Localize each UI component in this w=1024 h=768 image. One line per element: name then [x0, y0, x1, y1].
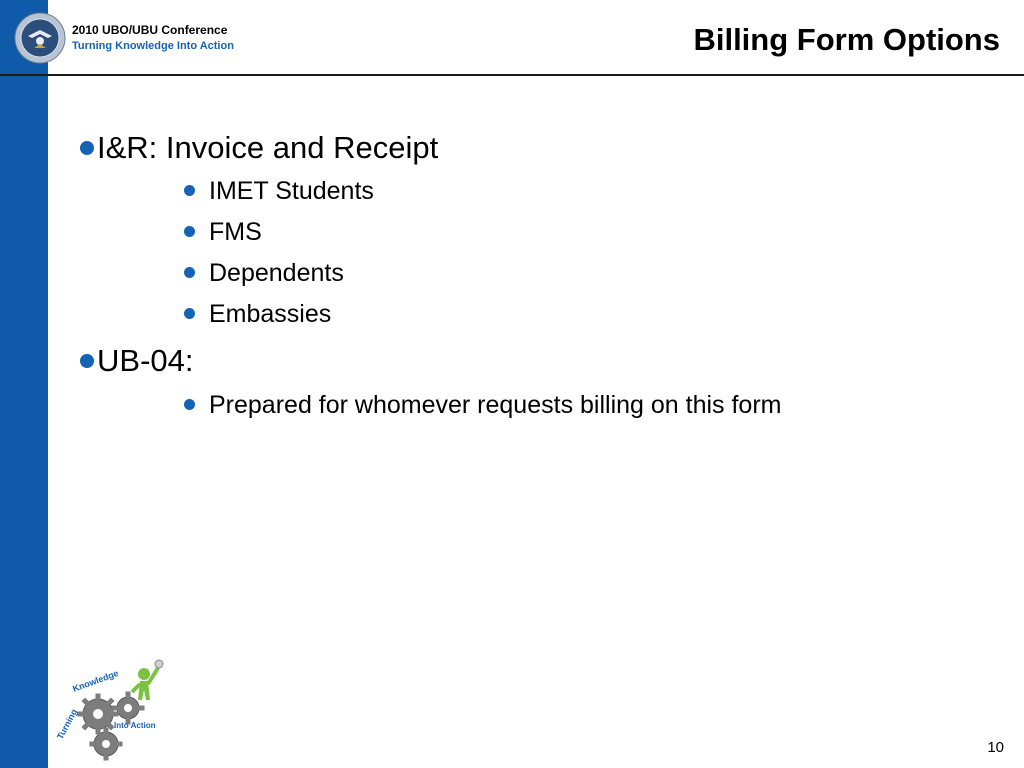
logo-text-into: Into Action	[114, 721, 156, 730]
bullet-dot-icon	[80, 354, 94, 368]
bullet-dot-icon	[184, 267, 195, 278]
logo-text-turning: Turning	[54, 707, 80, 741]
bullet-level2	[184, 391, 782, 420]
bullet-dot-icon	[184, 399, 195, 410]
logo-text-knowledge: Knowledge	[71, 668, 120, 694]
bullet-text: FMS	[209, 218, 262, 246]
header-divider	[0, 74, 1024, 76]
bullet-dot-icon	[80, 141, 94, 155]
bullet-level2	[184, 218, 262, 247]
bullet-text: I&R: Invoice and Receipt	[97, 130, 439, 165]
bullet-dot-icon	[184, 185, 195, 196]
bullet-text: Embassies	[209, 300, 332, 328]
page-number: 10	[987, 739, 1004, 756]
conference-tagline: Turning Knowledge Into Action	[72, 40, 234, 52]
slide-title: Billing Form Options	[693, 22, 1000, 57]
bullet-text: Dependents	[209, 259, 344, 287]
bullet-level1	[80, 130, 438, 166]
bullet-text: IMET Students	[209, 177, 374, 205]
bullet-dot-icon	[184, 226, 195, 237]
bullet-level2	[184, 259, 344, 288]
dod-seal-icon	[14, 12, 66, 64]
bullet-dot-icon	[184, 308, 195, 319]
bullet-text: UB-04:	[97, 343, 194, 378]
bullet-level2	[184, 177, 374, 206]
bullet-level1	[80, 343, 193, 379]
slide-header	[0, 0, 1024, 76]
left-sidebar-band	[0, 0, 48, 768]
conference-name: 2010 UBO/UBU Conference	[72, 23, 228, 37]
bullet-level2	[184, 300, 331, 329]
gears-figure-logo	[52, 652, 168, 762]
bullet-text: Prepared for whomever requests billing on this form	[209, 391, 782, 419]
